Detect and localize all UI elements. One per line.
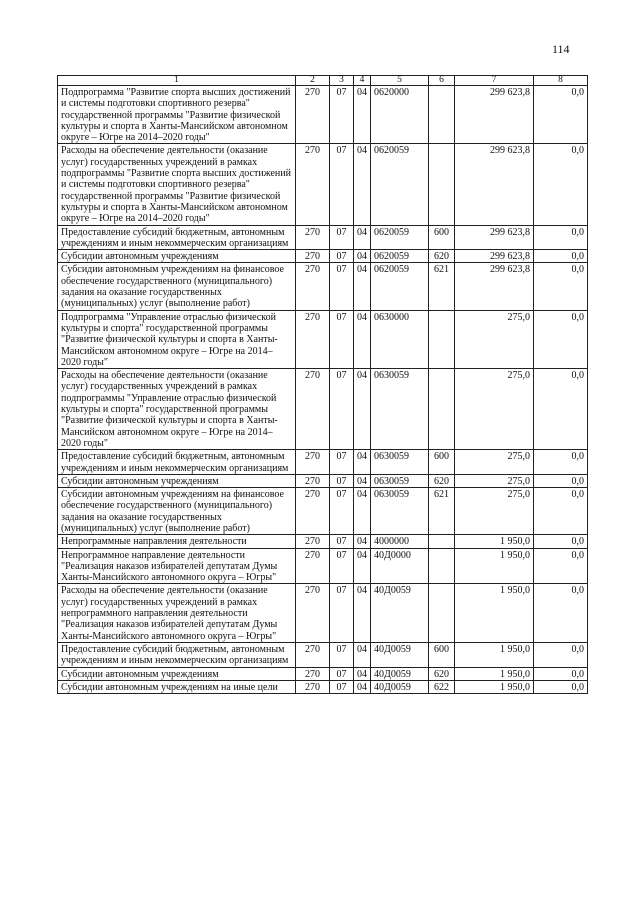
target-article-cell: 0620059 xyxy=(371,250,429,263)
section-cell: 07 xyxy=(330,225,354,250)
admin-code-cell: 270 xyxy=(296,263,330,310)
table-row xyxy=(58,450,588,475)
subsection-cell: 04 xyxy=(354,680,371,693)
amount-federal-cell: 0,0 xyxy=(534,584,588,642)
row-name-cell: Предоставление субсидий бюджетным, автономным учреждениям и иным некоммерческим организациям xyxy=(58,225,296,250)
section-cell: 07 xyxy=(330,680,354,693)
row-name-cell: Субсидии автономным учреждениям xyxy=(58,474,296,487)
target-article-cell: 0620059 xyxy=(371,225,429,250)
admin-code-cell: 270 xyxy=(296,488,330,535)
expense-type-cell xyxy=(429,144,455,225)
target-article-cell: 0620059 xyxy=(371,144,429,225)
target-article-cell: 4000000 xyxy=(371,535,429,548)
expense-type-cell xyxy=(429,584,455,642)
section-cell: 07 xyxy=(330,86,354,144)
target-article-cell: 0630059 xyxy=(371,474,429,487)
row-name-cell: Субсидии автономным учреждениям на иные цели xyxy=(58,680,296,693)
table-row xyxy=(58,310,588,368)
subsection-cell: 04 xyxy=(354,548,371,584)
target-article-cell: 0630059 xyxy=(371,488,429,535)
row-name-cell: Субсидии автономным учреждениям xyxy=(58,250,296,263)
column-header: 8 xyxy=(534,76,588,86)
admin-code-cell: 270 xyxy=(296,310,330,368)
admin-code-cell: 270 xyxy=(296,225,330,250)
section-cell: 07 xyxy=(330,250,354,263)
section-cell: 07 xyxy=(330,310,354,368)
amount-cell: 1 950,0 xyxy=(455,584,534,642)
subsection-cell: 04 xyxy=(354,86,371,144)
section-cell: 07 xyxy=(330,369,354,450)
amount-cell: 299 623,8 xyxy=(455,250,534,263)
target-article-cell: 0630059 xyxy=(371,369,429,450)
target-article-cell: 40Д0059 xyxy=(371,680,429,693)
table-row xyxy=(58,535,588,548)
table-row xyxy=(58,667,588,680)
target-article-cell: 0630000 xyxy=(371,310,429,368)
amount-cell: 299 623,8 xyxy=(455,263,534,310)
expense-type-cell: 600 xyxy=(429,225,455,250)
amount-federal-cell: 0,0 xyxy=(534,450,588,475)
amount-federal-cell: 0,0 xyxy=(534,144,588,225)
section-cell: 07 xyxy=(330,584,354,642)
table-row xyxy=(58,250,588,263)
table-row xyxy=(58,369,588,450)
table-row xyxy=(58,488,588,535)
expense-type-cell xyxy=(429,535,455,548)
amount-federal-cell: 0,0 xyxy=(534,548,588,584)
table-row xyxy=(58,86,588,144)
expense-type-cell: 622 xyxy=(429,680,455,693)
admin-code-cell: 270 xyxy=(296,450,330,475)
amount-federal-cell: 0,0 xyxy=(534,680,588,693)
subsection-cell: 04 xyxy=(354,250,371,263)
subsection-cell: 04 xyxy=(354,584,371,642)
subsection-cell: 04 xyxy=(354,667,371,680)
column-header: 4 xyxy=(354,76,371,86)
expense-type-cell: 621 xyxy=(429,263,455,310)
amount-cell: 299 623,8 xyxy=(455,225,534,250)
amount-cell: 1 950,0 xyxy=(455,548,534,584)
table-row xyxy=(58,680,588,693)
amount-cell: 275,0 xyxy=(455,474,534,487)
amount-federal-cell: 0,0 xyxy=(534,263,588,310)
expense-type-cell: 600 xyxy=(429,642,455,667)
table-body xyxy=(58,86,588,694)
amount-cell: 275,0 xyxy=(455,450,534,475)
target-article-cell: 0620000 xyxy=(371,86,429,144)
admin-code-cell: 270 xyxy=(296,535,330,548)
section-cell: 07 xyxy=(330,450,354,475)
table-row xyxy=(58,584,588,642)
admin-code-cell: 270 xyxy=(296,584,330,642)
amount-cell: 299 623,8 xyxy=(455,144,534,225)
table-row xyxy=(58,263,588,310)
amount-cell: 1 950,0 xyxy=(455,667,534,680)
amount-cell: 275,0 xyxy=(455,310,534,368)
row-name-cell: Непрограммные направления деятельности xyxy=(58,535,296,548)
page-number: 114 xyxy=(552,42,570,56)
admin-code-cell: 270 xyxy=(296,250,330,263)
amount-federal-cell: 0,0 xyxy=(534,250,588,263)
section-cell: 07 xyxy=(330,642,354,667)
admin-code-cell: 270 xyxy=(296,642,330,667)
amount-cell: 275,0 xyxy=(455,488,534,535)
row-name-cell: Субсидии автономным учреждениям xyxy=(58,667,296,680)
target-article-cell: 40Д0059 xyxy=(371,584,429,642)
column-header: 1 xyxy=(58,76,296,86)
row-name-cell: Подпрограмма "Развитие спорта высших достижений и системы подготовки спортивного резерва" государственной программы "Развитие физической культуры и спорта в Ханты-Мансийском автономном округе – Югре на 2014–2020 годы" xyxy=(58,86,296,144)
subsection-cell: 04 xyxy=(354,225,371,250)
subsection-cell: 04 xyxy=(354,488,371,535)
subsection-cell: 04 xyxy=(354,144,371,225)
column-header: 5 xyxy=(371,76,429,86)
row-name-cell: Расходы на обеспечение деятельности (оказание услуг) государственных учреждений в рамках подпрограммы "Развитие спорта высших достижений и системы подготовки спортивного резерва" государственной программы "Развитие физической культуры и спорта в Ханты-Мансийском автономном округе – Югре на 2014–2020 годы" xyxy=(58,144,296,225)
target-article-cell: 40Д0059 xyxy=(371,642,429,667)
amount-federal-cell: 0,0 xyxy=(534,310,588,368)
subsection-cell: 04 xyxy=(354,263,371,310)
subsection-cell: 04 xyxy=(354,535,371,548)
amount-federal-cell: 0,0 xyxy=(534,642,588,667)
section-cell: 07 xyxy=(330,488,354,535)
row-name-cell: Субсидии автономным учреждениям на финансовое обеспечение государственного (муниципального) задания на оказание государственных (муниципальных) услуг (выполнение работ) xyxy=(58,263,296,310)
section-cell: 07 xyxy=(330,535,354,548)
amount-federal-cell: 0,0 xyxy=(534,667,588,680)
row-name-cell: Предоставление субсидий бюджетным, автономным учреждениям и иным некоммерческим организациям xyxy=(58,642,296,667)
admin-code-cell: 270 xyxy=(296,667,330,680)
row-name-cell: Непрограммное направление деятельности "Реализация наказов избирателей депутатам Думы Ханты-Мансийского автономного округа – Югры" xyxy=(58,548,296,584)
column-header: 3 xyxy=(330,76,354,86)
admin-code-cell: 270 xyxy=(296,369,330,450)
amount-cell: 299 623,8 xyxy=(455,86,534,144)
subsection-cell: 04 xyxy=(354,642,371,667)
expense-type-cell xyxy=(429,86,455,144)
column-header: 6 xyxy=(429,76,455,86)
table-row xyxy=(58,642,588,667)
expense-type-cell: 620 xyxy=(429,250,455,263)
target-article-cell: 0620059 xyxy=(371,263,429,310)
amount-federal-cell: 0,0 xyxy=(534,225,588,250)
amount-federal-cell: 0,0 xyxy=(534,474,588,487)
subsection-cell: 04 xyxy=(354,474,371,487)
expense-type-cell: 620 xyxy=(429,667,455,680)
expense-type-cell xyxy=(429,310,455,368)
row-name-cell: Расходы на обеспечение деятельности (оказание услуг) государственных учреждений в рамках непрограммного направления деятельности "Реализация наказов избирателей депутатам Думы Ханты-Мансийского автономного округа – Югры" xyxy=(58,584,296,642)
section-cell: 07 xyxy=(330,548,354,584)
section-cell: 07 xyxy=(330,263,354,310)
table-row xyxy=(58,225,588,250)
row-name-cell: Субсидии автономным учреждениям на финансовое обеспечение государственного (муниципального) задания на оказание государственных (муниципальных) услуг (выполнение работ) xyxy=(58,488,296,535)
target-article-cell: 40Д0000 xyxy=(371,548,429,584)
table-row xyxy=(58,548,588,584)
amount-federal-cell: 0,0 xyxy=(534,86,588,144)
header-row xyxy=(58,76,588,86)
admin-code-cell: 270 xyxy=(296,548,330,584)
amount-cell: 1 950,0 xyxy=(455,680,534,693)
target-article-cell: 0630059 xyxy=(371,450,429,475)
expense-type-cell: 600 xyxy=(429,450,455,475)
table-row xyxy=(58,474,588,487)
amount-federal-cell: 0,0 xyxy=(534,488,588,535)
subsection-cell: 04 xyxy=(354,369,371,450)
column-header: 7 xyxy=(455,76,534,86)
target-article-cell: 40Д0059 xyxy=(371,667,429,680)
row-name-cell: Предоставление субсидий бюджетным, автономным учреждениям и иным некоммерческим организациям xyxy=(58,450,296,475)
subsection-cell: 04 xyxy=(354,450,371,475)
amount-federal-cell: 0,0 xyxy=(534,535,588,548)
amount-cell: 1 950,0 xyxy=(455,535,534,548)
amount-cell: 1 950,0 xyxy=(455,642,534,667)
subsection-cell: 04 xyxy=(354,310,371,368)
table-row xyxy=(58,144,588,225)
admin-code-cell: 270 xyxy=(296,474,330,487)
expense-type-cell xyxy=(429,369,455,450)
amount-federal-cell: 0,0 xyxy=(534,369,588,450)
admin-code-cell: 270 xyxy=(296,680,330,693)
row-name-cell: Подпрограмма "Управление отраслью физической культуры и спорта" государственной программы "Развитие физической культуры и спорта в Ханты-Мансийском автономном округе – Югре на 2014–2020 годы" xyxy=(58,310,296,368)
column-header: 2 xyxy=(296,76,330,86)
expense-type-cell xyxy=(429,548,455,584)
budget-table xyxy=(57,75,588,694)
row-name-cell: Расходы на обеспечение деятельности (оказание услуг) государственных учреждений в рамках подпрограммы "Управление отраслью физической культуры и спорта" государственной программы "Развитие физической культуры и спорта в Ханты-Мансийском автономном округе – Югре на 2014–2020 годы" xyxy=(58,369,296,450)
admin-code-cell: 270 xyxy=(296,144,330,225)
expense-type-cell: 621 xyxy=(429,488,455,535)
section-cell: 07 xyxy=(330,667,354,680)
section-cell: 07 xyxy=(330,144,354,225)
admin-code-cell: 270 xyxy=(296,86,330,144)
expense-type-cell: 620 xyxy=(429,474,455,487)
amount-cell: 275,0 xyxy=(455,369,534,450)
section-cell: 07 xyxy=(330,474,354,487)
